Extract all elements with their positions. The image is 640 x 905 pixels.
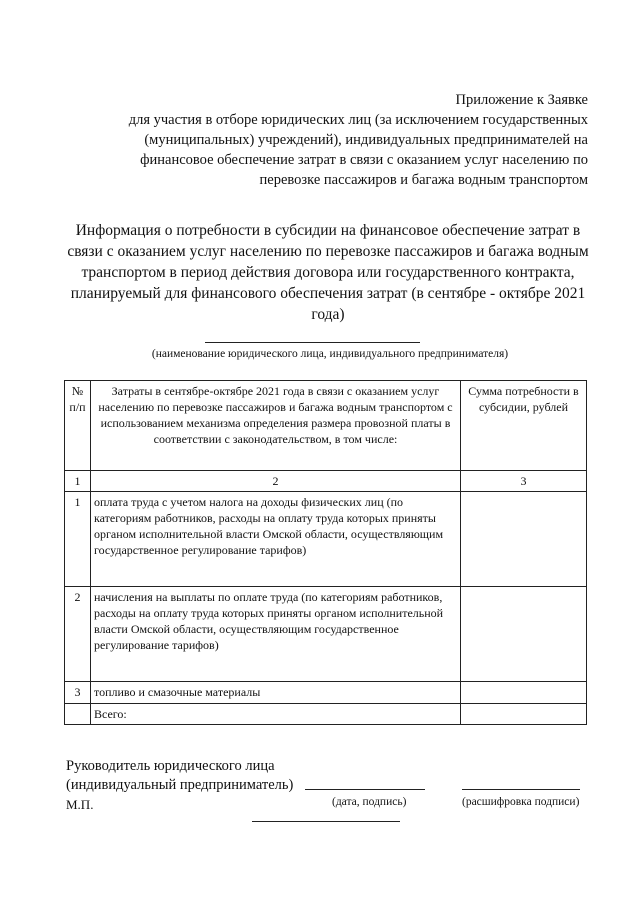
stamp-label: М.П. [66, 797, 94, 812]
table-row [65, 492, 587, 587]
signature-line[interactable] [305, 789, 425, 790]
row-text: начисления на выплаты по оплате труда (по категориям работников, расходы на оплату труда которых приняты органом исполнительной власти Омской области, осуществляющим государственное регулирование тарифов) [91, 587, 461, 682]
row-num: 2 [65, 587, 91, 682]
organization-name-caption: (наименование юридического лица, индивидуального предпринимателя) [151, 348, 509, 360]
total-row [65, 704, 587, 725]
column-number-row [65, 471, 587, 492]
signature-title-line2: (индивидуальный предприниматель) [66, 777, 294, 793]
header-costs: Затраты в сентябре-октябре 2021 года в связи с оказанием услуг населению по перевозке пассажиров и багажа водным транспортом с использованием механизма определения размера провозной платы в соответствии с законодательством, в том числе: [91, 381, 461, 471]
subsidy-table [64, 380, 587, 725]
col-number: 1 [65, 471, 91, 492]
signature-block [66, 757, 293, 814]
col-number: 2 [91, 471, 461, 492]
row-amount-cell[interactable] [461, 587, 587, 682]
annex-body: для участия в отборе юридических лиц (за исключением государственных (муниципальных) учреждений), индивидуальных предпринимателей на финансовое обеспечение затрат в связи с оказанием услуг населению по перевозке пассажиров и багажа водным транспортом [128, 112, 588, 188]
row-text: оплата труда с учетом налога на доходы физических лиц (по категориям работников, расходы на оплату труда которых приняты органом исполнительной власти Омской области, осуществляющим государственное регулирование тарифов) [91, 492, 461, 587]
table-header-row [65, 381, 587, 471]
table-row [65, 682, 587, 704]
total-label: Всего: [91, 704, 461, 725]
row-amount-cell[interactable] [461, 682, 587, 704]
total-amount-cell[interactable] [461, 704, 587, 725]
row-num: 3 [65, 682, 91, 704]
date-signature-caption: (дата, подпись) [332, 796, 407, 808]
bottom-line [252, 821, 400, 822]
header-num: № п/п [65, 381, 91, 471]
signature-decode-caption: (расшифровка подписи) [462, 796, 580, 808]
organization-name-line [205, 342, 420, 343]
document-title: Информация о потребности в субсидии на финансовое обеспечение затрат в связи с оказанием услуг населению по перевозке пассажиров и багажа водным транспортом в период действия договора или государственного контракта, планируемый для финансового обеспечения затрат (в сентябре - октябре 2021 года) [67, 222, 589, 323]
annex-block [88, 90, 588, 190]
row-num: 1 [65, 492, 91, 587]
signature-title-line1: Руководитель юридического лица [66, 758, 275, 774]
table-row [65, 587, 587, 682]
signature-decode-line[interactable] [462, 789, 580, 790]
total-num-cell [65, 704, 91, 725]
row-text: топливо и смазочные материалы [91, 682, 461, 704]
header-amount: Сумма потребности в субсидии, рублей [461, 381, 587, 471]
col-number: 3 [461, 471, 587, 492]
annex-title: Приложение к Заявке [455, 92, 588, 108]
row-amount-cell[interactable] [461, 492, 587, 587]
